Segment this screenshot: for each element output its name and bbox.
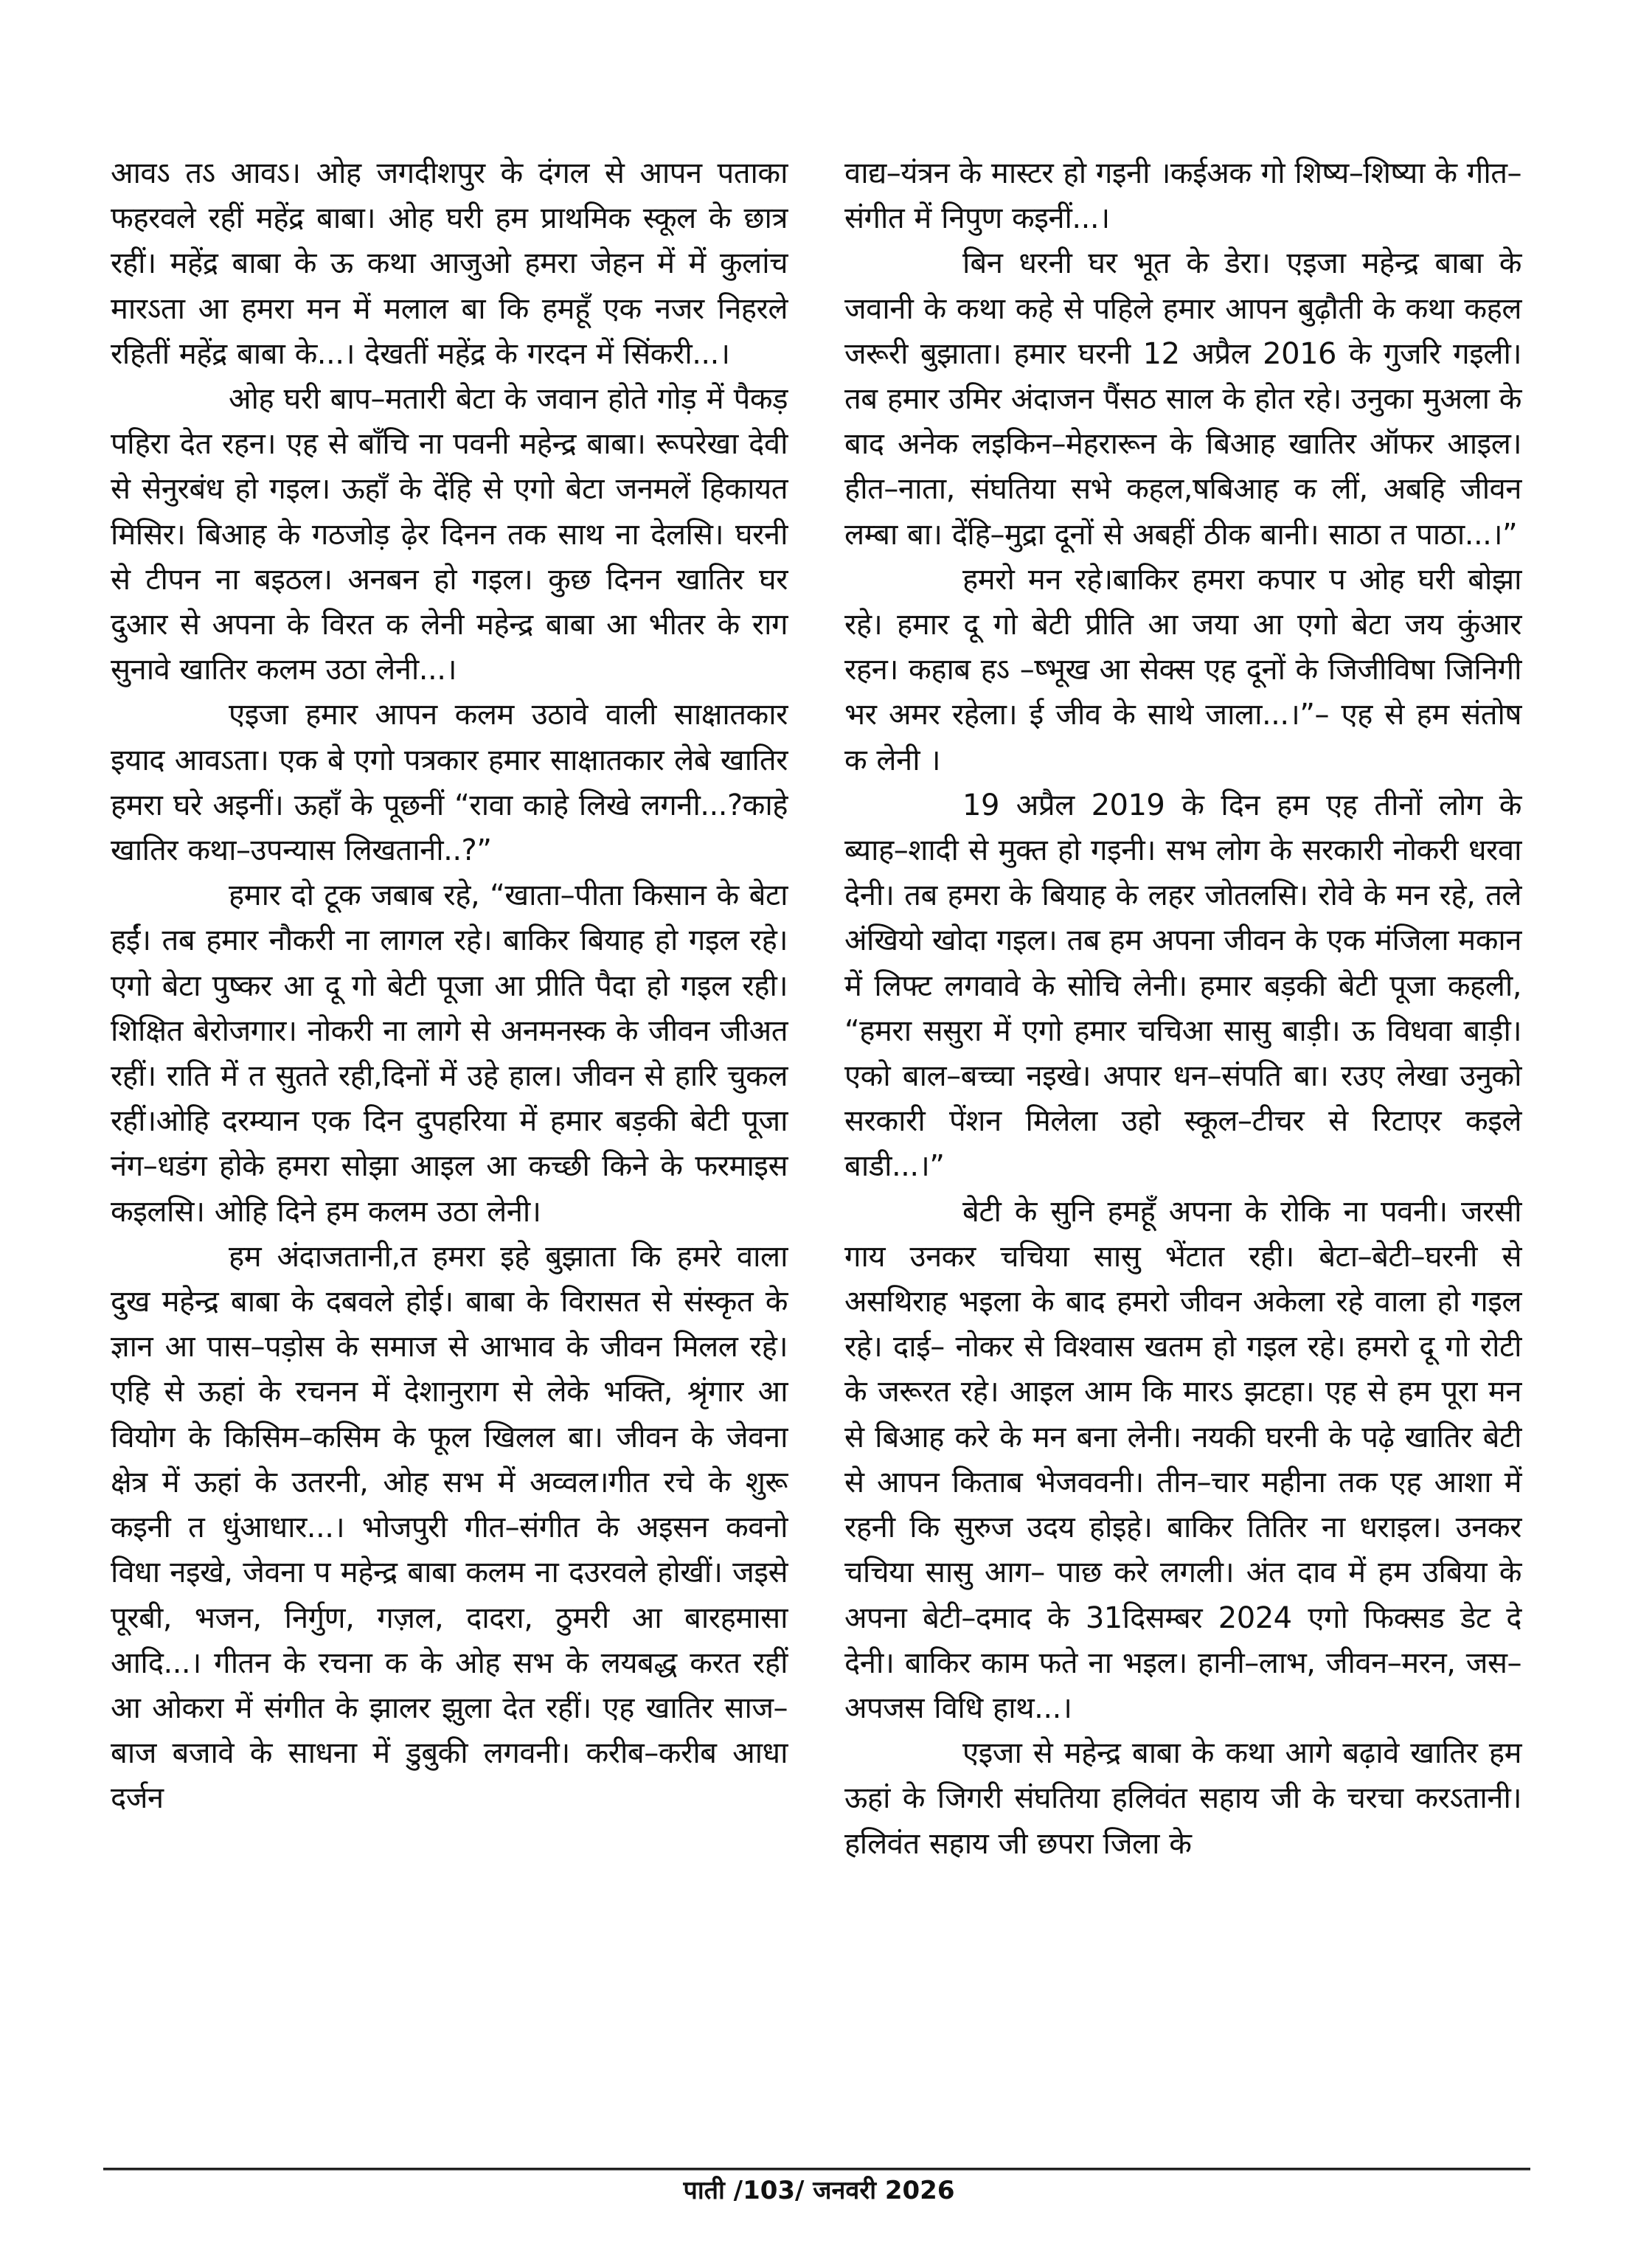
- paragraph: वाद्य–यंत्रन के मास्टर हो गइनी ।कईअक गो शिष्य–शिष्या के गीत–संगीत में निपुण कइनीं...।: [844, 156, 1521, 236]
- paragraph: एइजा हमार आपन कलम उठावे वाली साक्षातकार इयाद आवऽता। एक बे एगो पत्रकार हमार साक्षातकार लेबे खातिर हमरा घरे अइनीं। ऊहाँ के पूछनीं “रावा काहे लिखे लगनी...?काहे खातिर कथा–उपन्यास लिखतानी..?”: [111, 698, 788, 868]
- left-column: [111, 151, 788, 1822]
- paragraph: आवऽ तऽ आवऽ। ओह जगदीशपुर के दंगल से आपन पताका फहरवले रहीं महेंद्र बाबा। ओह घरी हम प्राथमिक स्कूल के छात्र रहीं। महेंद्र बाबा के ऊ कथा आजुओ हमरा जेहन में में कुलांच मारऽता आ हमरा मन में मलाल बा कि हमहूँ एक नजर निहरले रहितीं महेंद्र बाबा के...। देखतीं महेंद्र के गरदन में सिंकरी...।: [111, 156, 788, 371]
- paragraph: बेटी के सुनि हमहूँ अपना के रोकि ना पवनी। जरसी गाय उनकर चचिया सासु भेंटात रही। बेटा–बेटी–घरनी से असथिराह भइला के बाद हमरो जीवन अकेला रहे वाला हो गइल रहे। दाई– नोकर से विश्वास खतम हो गइल रहे। हमरो दू गो रोटी के जरूरत रहे। आइल आम कि मारऽ झटहा। एह से हम पूरा मन से बिआह करे के मन बना लेनी। नयकी घरनी के पढ़े खातिर बेटी से आपन किताब भेजववनी। तीन–चार महीना तक एह आशा में रहनी कि सुरुज उदय होइहे। बाकिर तितिर ना धराइल। उनकर चचिया सासु आग– पाछ करे लगली। अंत दाव में हम उबिया के अपना बेटी–दमाद के 31दिसम्बर 2024 एगो फिक्सड डेट दे देनी। बाकिर काम फते ना भइल। हानी–लाभ, जीवन–मरन, जस– अपजस विधि हाथ...।: [844, 1194, 1521, 1725]
- footer-divider: [103, 2168, 1530, 2171]
- paragraph: हम अंदाजतानी,त हमरा इहे बुझाता कि हमरे वाला दुख महेन्द्र बाबा के दबवले होई। बाबा के विरासत से संस्कृत के ज्ञान आ पास–पड़ोस के समाज से आभाव के जीवन मिलल रहे। एहि से ऊहां के रचनन में देशानुराग से लेके भक्ति, श्रृंगार आ वियोग के किसिम–कसिम के फूल खिलल बा। जीवन के जेवना क्षेत्र में ऊहां के उतरनी, ओह सभ में अव्वल।गीत रचे के शुरू कइनी त धुंआधार...। भोजपुरी गीत–संगीत के अइसन कवनो विधा नइखे, जेवना प महेन्द्र बाबा कलम ना दउरवले होखीं। जइसे पूरबी, भजन, निर्गुण, गज़ल, दादरा, ठुमरी आ बारहमासा आदि...। गीतन के रचना क के ओह सभ के लयबद्ध करत रहीं आ ओकरा में संगीत के झालर झुला देत रहीं। एह खातिर साज–बाज बजावे के साधना में डुबुकी लगवनी। करीब–करीब आधा दर्जन: [111, 1239, 788, 1816]
- paragraph: एइजा से महेन्द्र बाबा के कथा आगे बढ़ावे खातिर हम ऊहां के जिगरी संघतिया हलिवंत सहाय जी के चरचा करऽतानी। हलिवंत सहाय जी छपरा जिला के: [844, 1736, 1521, 1861]
- paragraph: ओह घरी बाप–मतारी बेटा के जवान होते गोड़ में पैकड़ पहिरा देत रहन। एह से बाँचि ना पवनी महेन्द्र बाबा। रूपरेखा देवी से सेनुरबंध हो गइल। ऊहाँ के देंहि से एगो बेटा जनमलें हिकायत मिसिर। बिआह के गठजोड़ ढ़ेर दिनन तक साथ ना देलसि। घरनी से टीपन ना बइठल। अनबन हो गइल। कुछ दिनन खातिर घर दुआर से अपना के विरत क लेनी महेन्द्र बाबा आ भीतर के राग सुनावे खातिर कलम उठा लेनी...।: [111, 382, 788, 687]
- paragraph: हमरो मन रहे।बाकिर हमरा कपार प ओह घरी बोझा रहे। हमार दू गो बेटी प्रीति आ जया आ एगो बेटा जय कुंआर रहन। कहाब हऽ –ष्भूख आ सेक्स एह दूनों के जिजीविषा जिनिगी भर अमर रहेला। ई जीव के साथे जाला...।”– एह से हम संतोष क लेनी ।: [844, 562, 1521, 777]
- paragraph: बिन धरनी घर भूत के डेरा। एइजा महेन्द्र बाबा के जवानी के कथा कहे से पहिले हमार आपन बुढ़ौती के कथा कहल जरूरी बुझाता। हमार घरनी 12 अप्रैल 2016 के गुजरि गइली। तब हमार उमिर अंदाजन पैंसठ साल के होत रहे। उनुका मुअला के बाद अनेक लइकिन–मेहरारून के बिआह खातिर ऑफर आइल। हीत–नाता, संघतिया सभे कहल,षबिआह क लीं, अबहि जीवन लम्बा बा। देंहि–मुद्रा दूनों से अबहीं ठीक बानी। साठा त पाठा...।”: [844, 246, 1521, 552]
- page-footer: पाती /103/ जनवरी 2026: [683, 2176, 955, 2205]
- right-column: [844, 151, 1521, 1867]
- paragraph: 19 अप्रैल 2019 के दिन हम एह तीनों लोग के ब्याह–शादी से मुक्त हो गइनी। सभ लोग के सरकारी नोकरी धरवा देनी। तब हमरा के बियाह के लहर जोतलसि। रोवे के मन रहे, तले अंखियो खोदा गइल। तब हम अपना जीवन के एक मंजिला मकान में लिफ्ट लगवावे के सोचि लेनी। हमार बड़की बेटी पूजा कहली, “हमरा ससुरा में एगो हमार चचिआ सासु बाड़ी। ऊ विधवा बाड़ी। एको बाल–बच्चा नइखे। अपार धन–संपति बा। रउए लेखा उनुको सरकारी पेंशन मिलेला उहो स्कूल–टीचर से रिटाएर कइले बाडी...।”: [844, 788, 1521, 1184]
- paragraph: हमार दो टूक जबाब रहे, “खाता–पीता किसान के बेटा हईं। तब हमार नौकरी ना लागल रहे। बाकिर बियाह हो गइल रहे। एगो बेटा पुष्कर आ दू गो बेटी पूजा आ प्रीति पैदा हो गइल रही। शिक्षित बेरोजगार। नोकरी ना लागे से अनमनस्क के जीवन जीअत रहीं। राति में त सुतते रही,दिनों में उहे हाल। जीवन से हारि चुकल रहीं।ओहि दरम्यान एक दिन दुपहरिया में हमार बड़की बेटी पूजा नंग–धडंग होके हमरा सोझा आइल आ कच्छी किने के फरमाइस कइलसि। ओहि दिने हम कलम उठा लेनी।: [111, 878, 788, 1229]
